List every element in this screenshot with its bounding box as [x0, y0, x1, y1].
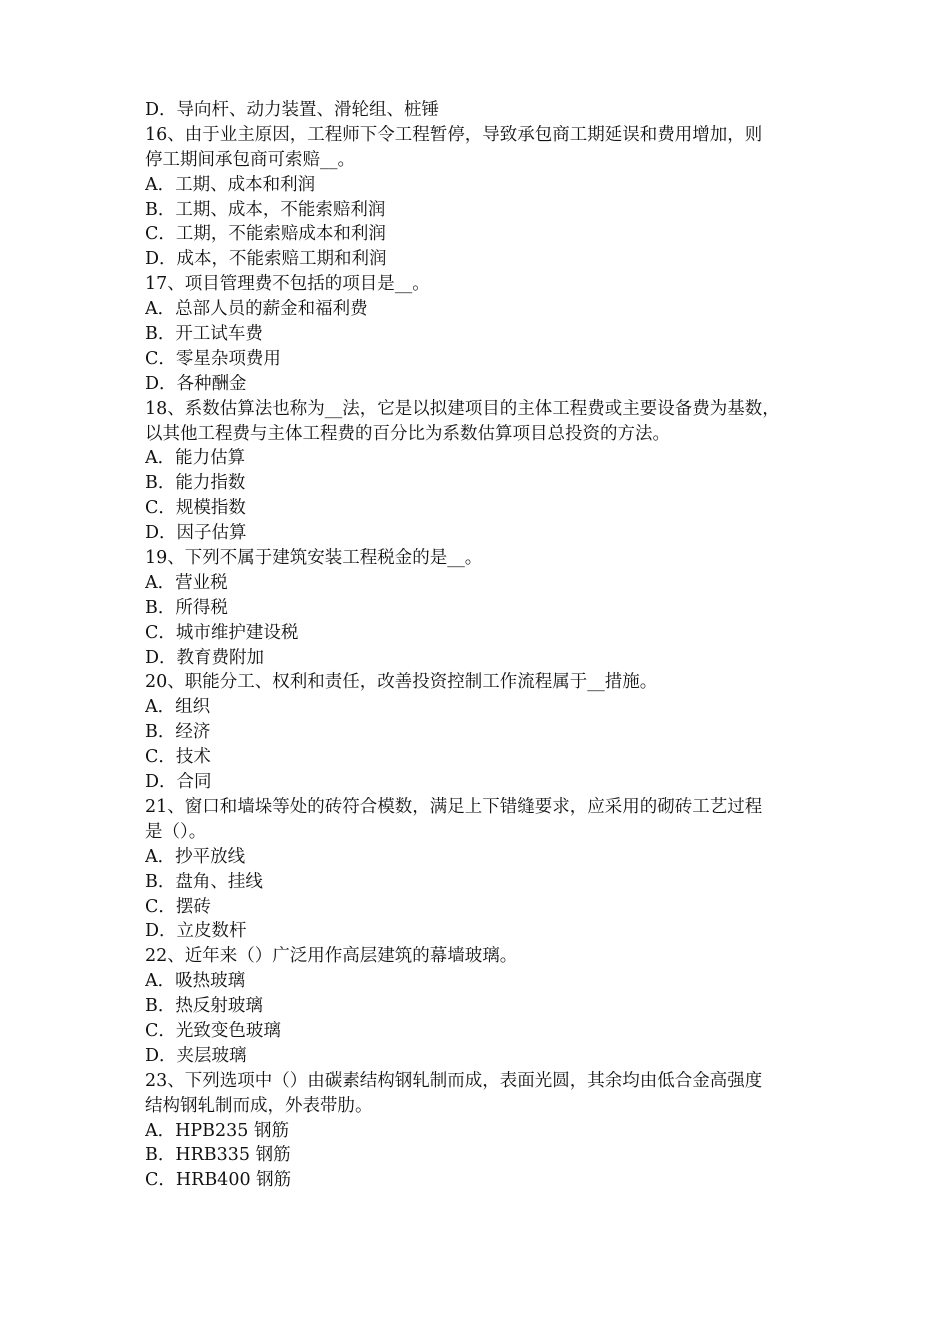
question-line: 是（）。: [145, 821, 207, 842]
document-text: [145, 98, 817, 1193]
question-line: 16、由于业主原因，工程师下令工程暂停，导致承包商工期延误和费用增加，则: [145, 124, 763, 145]
question-line: 结构钢轧制而成，外表带肋。: [145, 1095, 373, 1116]
question-line: 19、下列不属于建筑安装工程税金的是__。: [145, 548, 483, 569]
option-line: C．零星杂项费用: [145, 348, 281, 369]
option-line: D．立皮数杆: [145, 921, 247, 942]
option-line: B．HRB335 钢筋: [145, 1145, 291, 1166]
option-line: B．热反射玻璃: [145, 996, 263, 1017]
option-line: C．工期，不能索赔成本和利润: [145, 224, 386, 245]
question-line: 22、近年来（）广泛用作高层建筑的幕墙玻璃。: [145, 946, 518, 967]
option-line: C．城市维护建设税: [145, 622, 299, 643]
option-line: D．各种酬金: [145, 373, 247, 394]
option-line: B．经济: [145, 722, 211, 743]
question-line: 停工期间承包商可索赔__。: [145, 149, 355, 170]
option-line: A．总部人员的薪金和福利费: [145, 299, 368, 320]
option-line: D．合同: [145, 772, 212, 793]
question-line: 23、下列选项中（）由碳素结构钢轧制而成，表面光圆，其余均由低合金高强度: [145, 1070, 763, 1091]
option-line: D．导向杆、动力装置、滑轮组、桩锤: [145, 100, 440, 120]
option-line: C．技术: [145, 747, 211, 768]
option-line: A．工期、成本和利润: [145, 174, 316, 195]
option-line: C．光致变色玻璃: [145, 1020, 281, 1041]
option-line: D．夹层玻璃: [145, 1045, 247, 1066]
option-line: C．HRB400 钢筋: [145, 1170, 292, 1191]
question-line: 20、职能分工、权利和责任，改善投资控制工作流程属于__措施。: [145, 672, 658, 693]
option-line: A．吸热玻璃: [145, 971, 246, 992]
question-line: 21、窗口和墙垛等处的砖符合模数，满足上下错缝要求，应采用的砌砖工艺过程: [145, 796, 763, 817]
option-line: B．能力指数: [145, 473, 246, 494]
option-line: B．盘角、挂线: [145, 871, 263, 892]
option-line: A．组织: [145, 697, 211, 718]
question-line: 18、系数估算法也称为__法，它是以拟建项目的主体工程费或主要设备费为基数，: [145, 398, 780, 419]
option-line: D．教育费附加: [145, 647, 265, 668]
option-line: C．规模指数: [145, 498, 246, 519]
option-line: D．因子估算: [145, 523, 247, 544]
option-line: B．工期、成本，不能索赔利润: [145, 199, 386, 220]
option-line: B．所得税: [145, 597, 228, 618]
option-line: A．能力估算: [145, 448, 246, 469]
question-line: 17、项目管理费不包括的项目是__。: [145, 274, 430, 295]
option-line: B．开工试车费: [145, 324, 263, 345]
option-line: A．HPB235 钢筋: [145, 1120, 289, 1141]
option-line: A．抄平放线: [145, 846, 246, 867]
option-line: C．摆砖: [145, 896, 211, 917]
question-line: 以其他工程费与主体工程费的百分比为系数估算项目总投资的方法。: [145, 423, 670, 444]
option-line: A．营业税: [145, 572, 228, 593]
option-line: D．成本，不能索赔工期和利润: [145, 249, 387, 270]
